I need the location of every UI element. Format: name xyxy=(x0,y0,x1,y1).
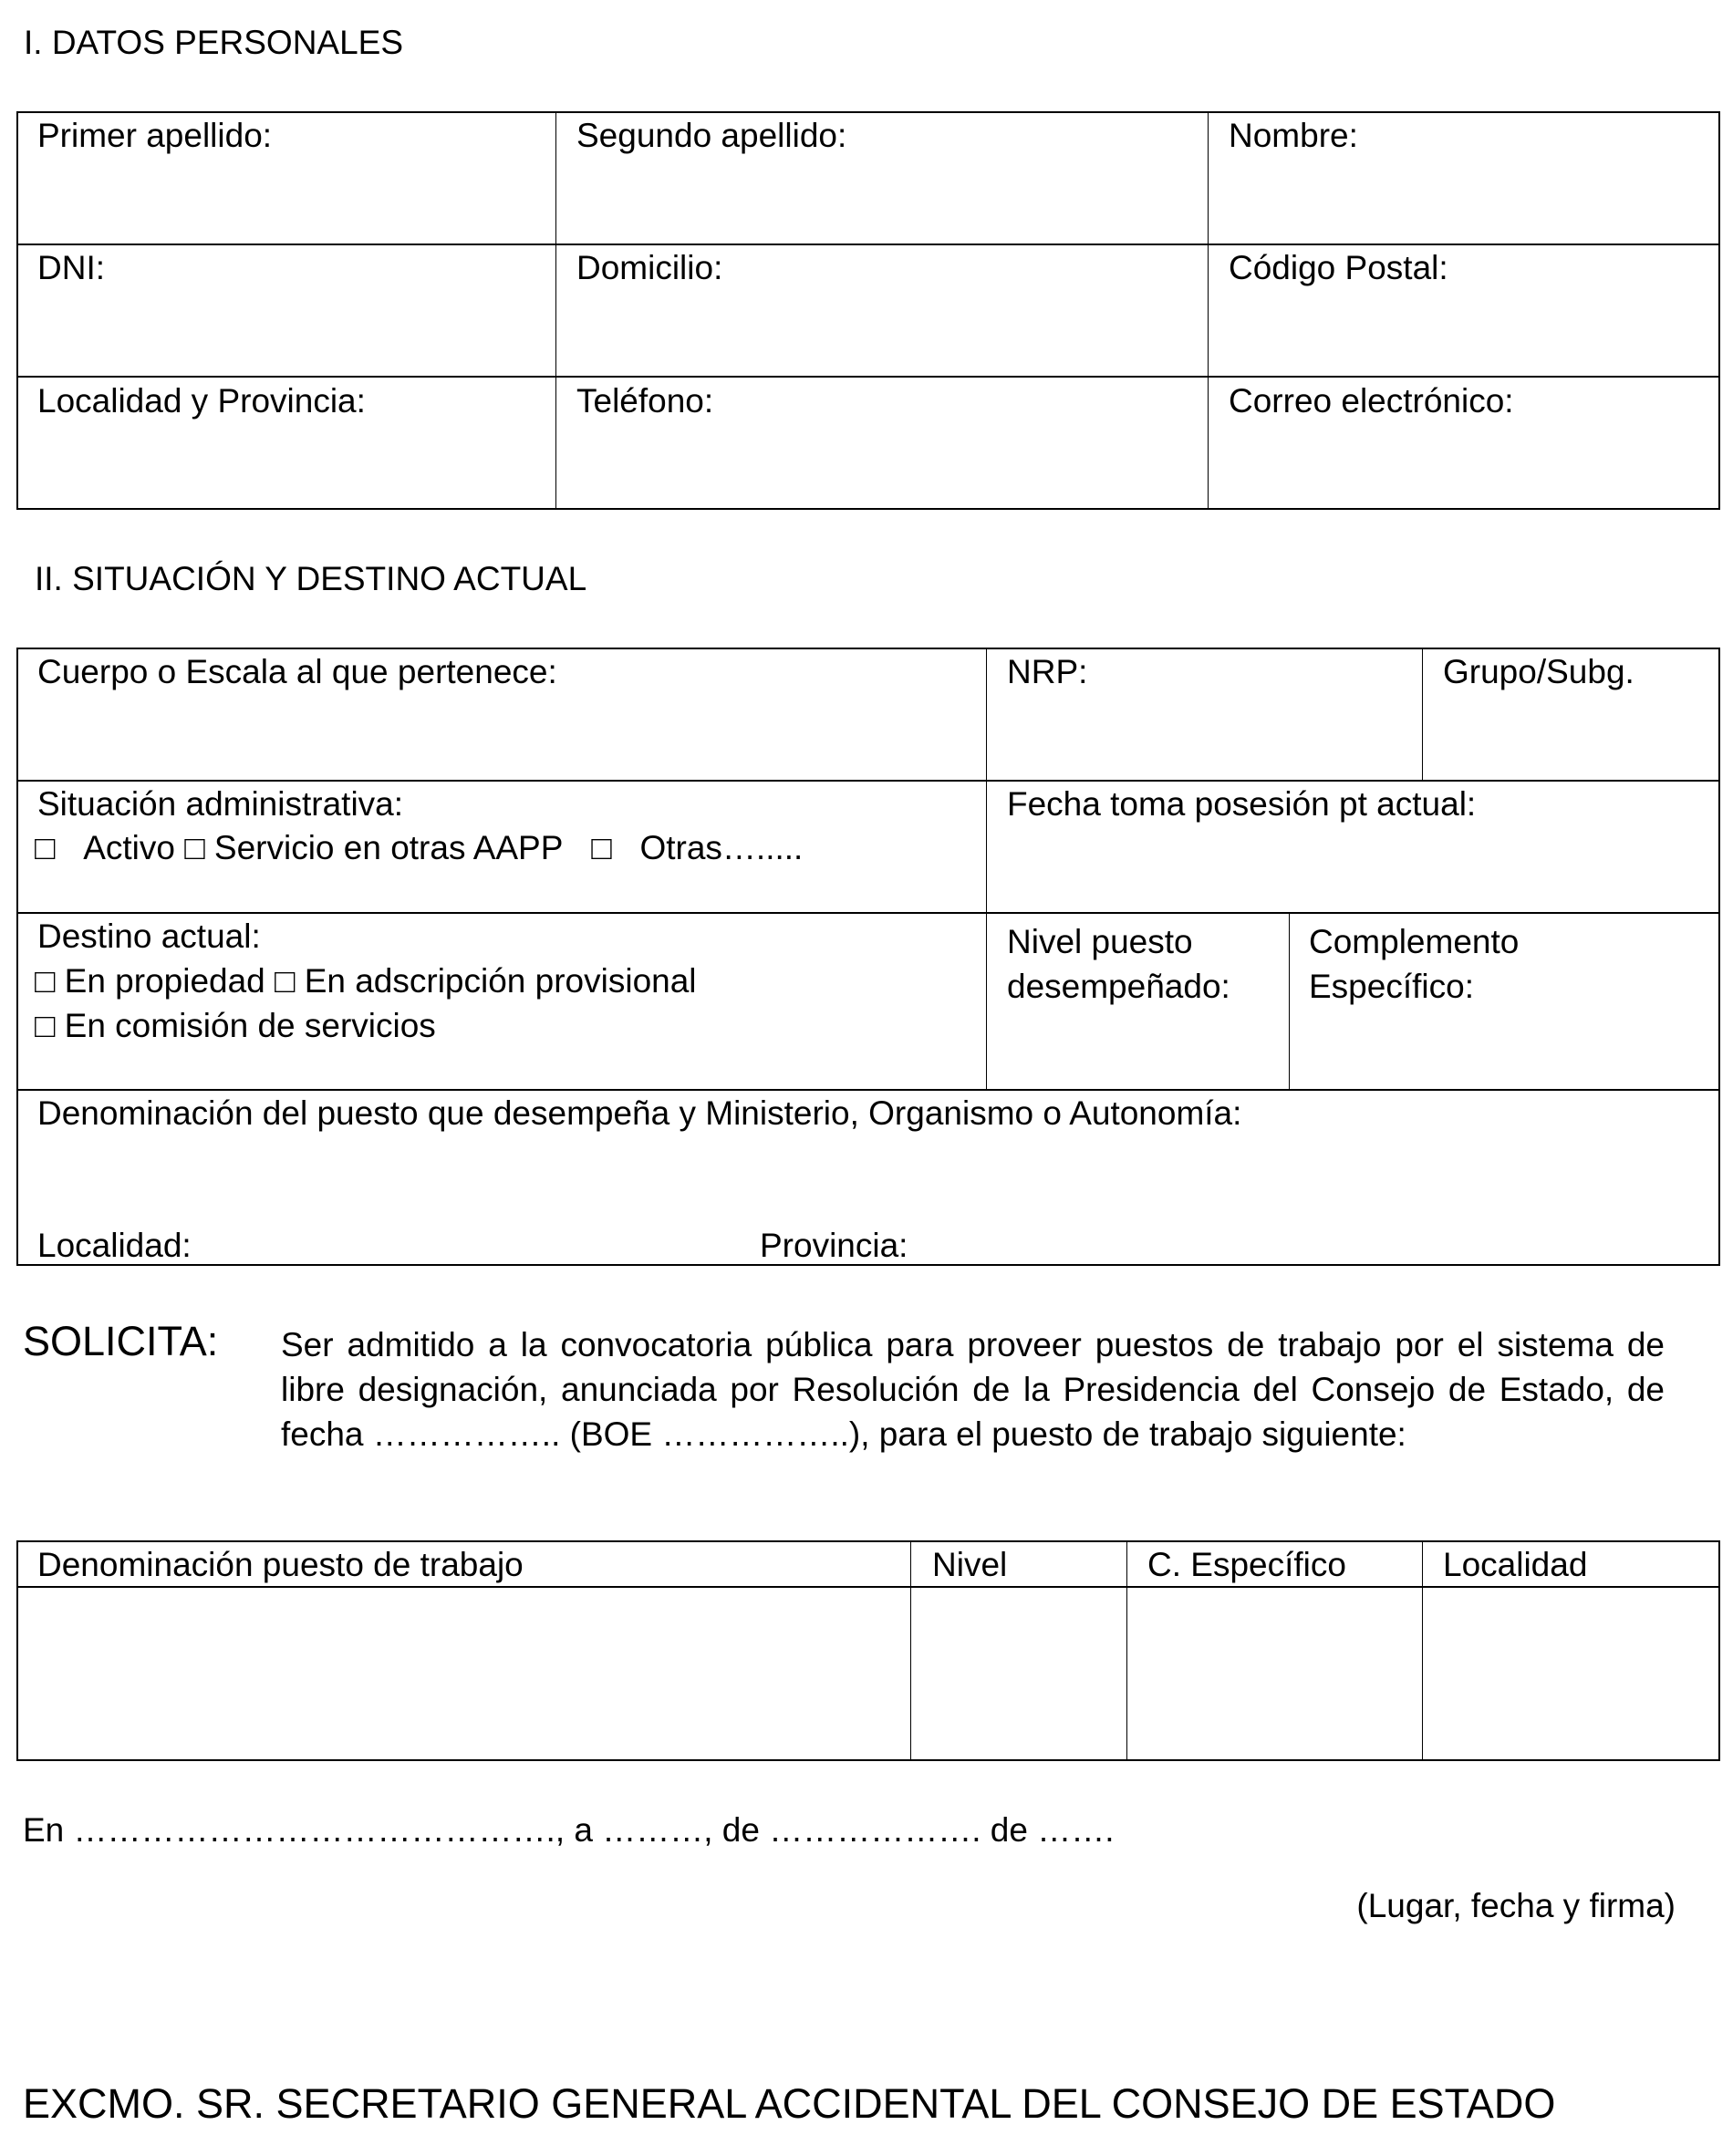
divider xyxy=(910,1540,911,1761)
checkbox-en-propiedad[interactable]: □ xyxy=(35,962,56,1000)
divider xyxy=(1208,111,1209,510)
field-primer-apellido[interactable]: Primer apellido: xyxy=(37,117,273,154)
field-domicilio[interactable]: Domicilio: xyxy=(576,249,723,286)
personal-data-table xyxy=(16,111,1720,510)
option-otras: Otras…..... xyxy=(639,829,804,866)
field-situacion-label: Situación administrativa: xyxy=(37,785,404,823)
divider xyxy=(16,244,1720,245)
divider xyxy=(1422,1540,1423,1761)
field-denominacion[interactable]: Denominación del puesto que desempeña y Ministerio, Organismo o Autonomía: xyxy=(37,1094,1242,1132)
field-fecha-toma[interactable]: Fecha toma posesión pt actual: xyxy=(1007,785,1477,823)
nivel-line-1: Nivel puesto xyxy=(1007,923,1193,960)
field-telefono[interactable]: Teléfono: xyxy=(576,382,714,420)
option-comision: En comisión de servicios xyxy=(64,1007,436,1044)
cell-denominacion-input[interactable] xyxy=(18,1588,908,1759)
situacion-options xyxy=(35,831,803,865)
header-c-especifico: C. Específico xyxy=(1147,1546,1346,1583)
section-2-title: II. SITUACIÓN Y DESTINO ACTUAL xyxy=(35,560,587,597)
option-activo: Activo xyxy=(83,829,175,866)
solicita-text: Ser admitido a la convocatoria pública para proveer puestos de trabajo por el sistema de libre designación, anunciada por Resolución de la Presidencia del Consejo de Estado, de fecha …………….. (BOE ……………..), para el puesto de trabajo siguiente: xyxy=(281,1326,1665,1453)
divider xyxy=(16,912,1720,914)
destino-options-row2 xyxy=(35,1009,436,1042)
header-nivel: Nivel xyxy=(932,1546,1008,1583)
header-localidad: Localidad xyxy=(1443,1546,1588,1583)
cell-c-especifico-input[interactable] xyxy=(1128,1588,1420,1759)
field-cuerpo[interactable]: Cuerpo o Escala al que pertenece: xyxy=(37,653,557,690)
field-nrp[interactable]: NRP: xyxy=(1007,653,1088,690)
divider xyxy=(1289,912,1290,1089)
checkbox-adscripcion[interactable]: □ xyxy=(275,962,296,1000)
checkbox-servicio-otras-aapp[interactable]: □ xyxy=(184,829,205,866)
divider xyxy=(16,780,1720,782)
field-dni[interactable]: DNI: xyxy=(37,249,105,286)
field-segundo-apellido[interactable]: Segundo apellido: xyxy=(576,117,847,154)
addressee: EXCMO. SR. SECRETARIO GENERAL ACCIDENTAL DEL CONSEJO DE ESTADO xyxy=(23,2080,1556,2127)
field-localidad[interactable]: Localidad: xyxy=(37,1227,192,1264)
option-en-propiedad: En propiedad xyxy=(64,962,265,1000)
checkbox-otras[interactable]: □ xyxy=(591,829,612,866)
option-adscripcion: En adscripción provisional xyxy=(304,962,697,1000)
field-codigo-postal[interactable]: Código Postal: xyxy=(1229,249,1448,286)
complemento-line-2: Específico: xyxy=(1309,968,1474,1005)
checkbox-comision[interactable]: □ xyxy=(35,1007,56,1044)
field-correo[interactable]: Correo electrónico: xyxy=(1229,382,1514,420)
field-provincia[interactable]: Provincia: xyxy=(760,1227,908,1264)
checkbox-activo[interactable]: □ xyxy=(35,829,56,866)
field-complemento[interactable] xyxy=(1309,919,1519,1009)
complemento-line-1: Complemento xyxy=(1309,923,1520,960)
nivel-line-2: desempeñado: xyxy=(1007,968,1230,1005)
field-nombre[interactable]: Nombre: xyxy=(1229,117,1358,154)
divider xyxy=(986,648,987,1089)
signature-note: (Lugar, fecha y firma) xyxy=(1356,1887,1676,1924)
header-denominacion: Denominación puesto de trabajo xyxy=(37,1546,524,1583)
field-nivel-puesto[interactable] xyxy=(1007,919,1230,1009)
cell-localidad-input[interactable] xyxy=(1424,1588,1718,1759)
divider xyxy=(1126,1540,1127,1761)
divider xyxy=(16,1089,1720,1091)
place-date-line: En ……………………………………., a ………, de ………………. de ……. xyxy=(23,1811,1115,1849)
option-servicio-otras-aapp: Servicio en otras AAPP xyxy=(213,829,564,866)
cell-nivel-input[interactable] xyxy=(912,1588,1125,1759)
field-localidad-provincia[interactable]: Localidad y Provincia: xyxy=(37,382,366,420)
section-1-title: I. DATOS PERSONALES xyxy=(24,24,404,61)
field-grupo[interactable]: Grupo/Subg. xyxy=(1443,653,1634,690)
solicita-label: SOLICITA: xyxy=(23,1318,219,1364)
divider xyxy=(1422,648,1423,780)
divider xyxy=(16,376,1720,378)
field-destino-label: Destino actual: xyxy=(37,917,261,955)
divider xyxy=(555,111,556,510)
destino-options-row1 xyxy=(35,964,697,998)
